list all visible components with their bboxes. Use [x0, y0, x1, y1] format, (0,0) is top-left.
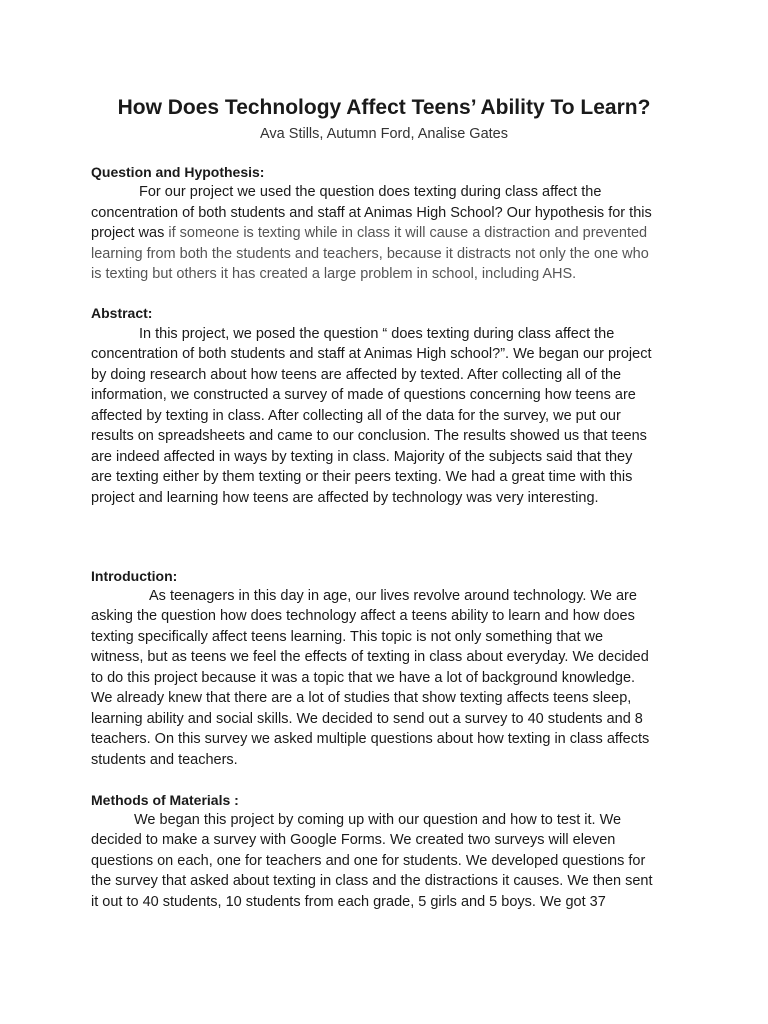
- paragraph-line: affected by texting in class. After collecting all of the data for the survey, we put our: [91, 408, 621, 424]
- document-title: How Does Technology Affect Teens’ Ability To Learn?: [117, 96, 651, 119]
- paragraph-line: [91, 223, 647, 243]
- paragraph-line: it out to 40 students, 10 students from each grade, 5 girls and 5 boys. We got 37: [91, 894, 606, 910]
- hypothesis-line: is texting but others it has created a large problem in school, including AHS.: [91, 266, 577, 282]
- paragraph-line: We already knew that there are a lot of studies that show texting affects teens sleep,: [91, 690, 632, 706]
- paragraph-line: concentration of both students and staff at Animas High school?”. We began our project: [91, 346, 652, 362]
- paragraph-line: to do this project because it was a topic that we have a lot of background knowledge.: [91, 670, 636, 686]
- paragraph-line: concentration of both students and staff at Animas High School? Our hypothesis for this: [91, 205, 652, 221]
- document-authors: Ava Stills, Autumn Ford, Analise Gates: [260, 126, 508, 142]
- paragraph-line: texting specifically affect teens learning. This topic is not only something that we: [91, 629, 604, 645]
- paragraph-line: decided to make a survey with Google Forms. We created two surveys will eleven: [91, 832, 616, 848]
- paragraph-line: In this project, we posed the question “ does texting during class affect the: [139, 326, 615, 342]
- section-heading-abstract: Abstract:: [91, 305, 153, 321]
- hypothesis-text: if someone is texting while in class it will cause a distraction and prevented: [168, 225, 648, 241]
- paragraph-line: the survey that asked about texting in class and the distractions it causes. We then sent: [91, 873, 653, 889]
- paragraph-line: project and learning how teens are affected by technology was very interesting.: [91, 490, 599, 506]
- paragraph-line: information, we constructed a survey of made of questions concerning how teens are: [91, 387, 636, 403]
- paragraph-line: students and teachers.: [91, 752, 238, 768]
- paragraph-line: For our project we used the question does texting during class affect the: [139, 184, 602, 200]
- paragraph-text: project was: [91, 225, 169, 241]
- section-heading-question: Question and Hypothesis:: [91, 164, 265, 180]
- paragraph-line: teachers. On this survey we asked multiple questions about how texting in class affects: [91, 731, 650, 747]
- paragraph-line: As teenagers in this day in age, our lives revolve around technology. We are: [149, 588, 637, 604]
- paragraph-line: results on spreadsheets and came to our conclusion. The results showed us that teens: [91, 428, 647, 444]
- paragraph-line: questions on each, one for teachers and one for students. We developed questions for: [91, 853, 646, 869]
- section-heading-methods: Methods of Materials :: [91, 792, 239, 808]
- section-heading-introduction: Introduction:: [91, 568, 178, 584]
- paragraph-line: by doing research about how teens are affected by texted. After collecting all of the: [91, 367, 622, 383]
- hypothesis-line: learning from both the students and teachers, because it distracts not only the one who: [91, 246, 649, 262]
- paragraph-line: We began this project by coming up with our question and how to test it. We: [134, 812, 622, 828]
- paragraph-line: witness, but as teens we feel the effects of texting in class about everyday. We decided: [91, 649, 649, 665]
- paragraph-line: asking the question how does technology affect a teens ability to learn and how does: [91, 608, 635, 624]
- paragraph-line: are texting either by them texting or their peers texting. We had a great time with this: [91, 469, 633, 485]
- paragraph-line: learning ability and social skills. We decided to send out a survey to 40 students and 8: [91, 711, 643, 727]
- paragraph-line: are indeed affected in ways by texting in class. Majority of the subjects said that they: [91, 449, 633, 465]
